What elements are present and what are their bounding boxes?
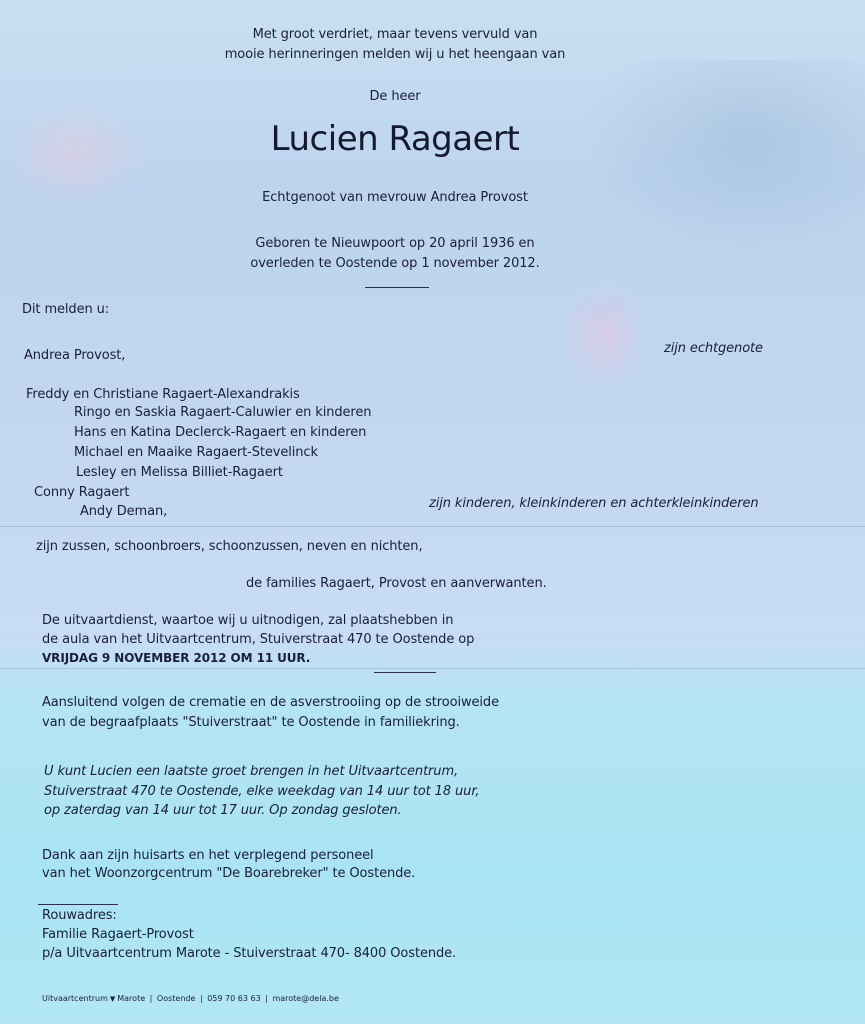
light-reflection bbox=[560, 280, 650, 390]
service-line-2: de aula van het Uitvaartcentrum, Stuiverstraat 470 te Oostende op bbox=[42, 632, 475, 647]
funeral-home-footer bbox=[42, 993, 341, 1005]
child-entry: Ringo en Saskia Ragaert-Caluwier en kinderen bbox=[74, 405, 372, 420]
announce-label: Dit melden u: bbox=[22, 302, 110, 317]
footer-brand: Marote bbox=[117, 994, 146, 1003]
visitation-line-1: U kunt Lucien een laatste groet brengen in het Uitvaartcentrum, bbox=[44, 764, 459, 779]
footer-company: Uitvaartcentrum bbox=[42, 994, 108, 1003]
footer-city: Oostende bbox=[156, 994, 196, 1003]
siblings-line: zijn zussen, schoonbroers, schoonzussen, neven en nichten, bbox=[36, 539, 423, 554]
spouse-name: Andrea Provost, bbox=[24, 348, 126, 363]
visitation-line-3: op zaterdag van 14 uur tot 17 uur. Op zondag gesloten. bbox=[44, 803, 402, 818]
service-line-1: De uitvaartdienst, waartoe wij u uitnodigen, zal plaatshebben in bbox=[42, 613, 454, 628]
intro-line-2: mooie herinneringen melden wij u het heengaan van bbox=[224, 47, 566, 62]
deceased-name: Lucien Ragaert bbox=[270, 119, 520, 159]
honorific: De heer bbox=[369, 89, 421, 104]
cremation-line-1: Aansluitend volgen de crematie en de asverstrooiing op de strooiweide bbox=[42, 695, 499, 710]
footer-email[interactable]: marote@dela.be bbox=[272, 994, 339, 1003]
divider bbox=[365, 287, 429, 288]
child-entry: Hans en Katina Declerck-Ragaert en kinderen bbox=[74, 425, 367, 440]
death-line: overleden te Oostende op 1 november 2012. bbox=[250, 256, 540, 271]
spouse-line: Echtgenoot van mevrouw Andrea Provost bbox=[262, 190, 528, 205]
child-entry: Conny Ragaert bbox=[34, 485, 130, 500]
divider bbox=[38, 904, 118, 905]
child-entry: Michael en Maaike Ragaert-Stevelinck bbox=[74, 445, 318, 460]
footer-separator: | bbox=[199, 994, 203, 1003]
mourning-address-line-2: p/a Uitvaartcentrum Marote - Stuiverstraat 470- 8400 Oostende. bbox=[42, 946, 457, 961]
spouse-role: zijn echtgenote bbox=[664, 341, 763, 356]
paper-fold bbox=[0, 526, 865, 527]
mourning-address-line-1: Familie Ragaert-Provost bbox=[42, 927, 194, 942]
divider bbox=[374, 672, 436, 673]
marote-logo-icon: ▼ bbox=[109, 995, 116, 1003]
cremation-line-2: van de begraafplaats "Stuiverstraat" te Oostende in familiekring. bbox=[42, 715, 460, 730]
birth-line: Geboren te Nieuwpoort op 20 april 1936 en bbox=[255, 236, 535, 251]
thanks-line-2: van het Woonzorgcentrum "De Boarebreker" te Oostende. bbox=[42, 866, 416, 881]
paper-fold bbox=[0, 668, 865, 669]
families-line: de families Ragaert, Provost en aanverwanten. bbox=[246, 576, 547, 591]
child-entry: Freddy en Christiane Ragaert-Alexandrakis bbox=[26, 387, 300, 402]
footer-separator: | bbox=[265, 994, 268, 1003]
footer-phone: 059 70 63 63 bbox=[207, 994, 261, 1003]
child-entry: Andy Deman, bbox=[80, 504, 168, 519]
footer-separator: | bbox=[149, 994, 153, 1003]
service-date: VRIJDAG 9 NOVEMBER 2012 OM 11 UUR. bbox=[42, 651, 311, 665]
mourning-address-label: Rouwadres: bbox=[42, 908, 117, 923]
children-role: zijn kinderen, kleinkinderen en achterkleinkinderen bbox=[429, 496, 759, 511]
visitation-line-2: Stuiverstraat 470 te Oostende, elke weekdag van 14 uur tot 18 uur, bbox=[44, 784, 480, 799]
child-entry: Lesley en Melissa Billiet-Ragaert bbox=[76, 465, 283, 480]
intro-line-1: Met groot verdriet, maar tevens vervuld van bbox=[252, 27, 538, 42]
thanks-line-1: Dank aan zijn huisarts en het verplegend personeel bbox=[42, 848, 374, 863]
